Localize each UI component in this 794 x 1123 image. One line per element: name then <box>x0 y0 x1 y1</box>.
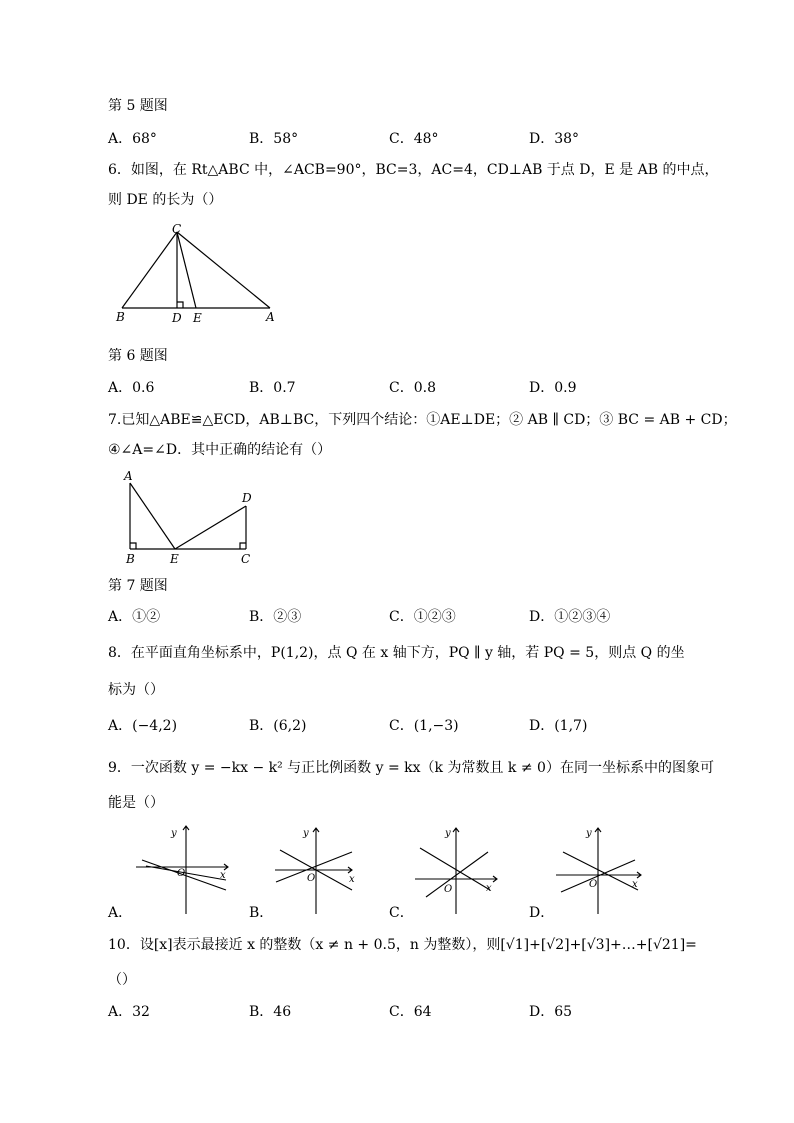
q5-option-c: C．48° <box>389 131 439 147</box>
q7-option-a: A．①② <box>108 609 161 625</box>
q6-label-e: E <box>193 311 202 325</box>
q9-stem-line2: 能是（） <box>108 795 164 811</box>
q9-option-c: C． <box>389 905 414 921</box>
q10-option-b: B．46 <box>249 1004 292 1020</box>
q7-label-b: B <box>126 552 135 566</box>
q6-option-c: C．0.8 <box>389 380 436 396</box>
q9-graph-c <box>412 822 512 914</box>
q9-b-origin-label: O <box>307 873 316 884</box>
q7-figure <box>115 466 265 568</box>
q6-label-d: D <box>172 311 182 325</box>
q7-stem-line1: 7.已知△ABE≌△ECD，AB⊥BC，下列四个结论：①AE⊥DE；② AB ∥ CD；③ BC = AB + CD； <box>108 412 737 428</box>
q6-triangle-figure <box>110 222 285 327</box>
q8-option-c: C．(1,−3) <box>389 718 459 734</box>
q9-option-a: A． <box>108 905 133 921</box>
q8-stem-line2: 标为（） <box>108 682 164 698</box>
q9-graph-d <box>553 822 653 914</box>
q9-b-x-label: x <box>349 874 355 885</box>
q9-b-y-label: y <box>303 828 309 839</box>
q9-d-x-label: x <box>632 879 638 890</box>
q8-option-d: D．(1,7) <box>529 718 588 734</box>
q7-option-b: B．②③ <box>249 609 302 625</box>
q7-option-c: C．①②③ <box>389 609 456 625</box>
q6-label-b: B <box>116 310 125 324</box>
q9-c-origin-label: O <box>444 884 453 895</box>
q9-c-y-label: y <box>445 828 451 839</box>
q8-option-a: A．(−4,2) <box>108 718 178 734</box>
q6-stem-line2: 则 DE 的长为（） <box>108 192 223 208</box>
q9-a-y-label: y <box>171 828 177 839</box>
q7-stem-line2: ④∠A=∠D．其中正确的结论有（） <box>108 442 332 458</box>
q5-option-a: A．68° <box>108 131 157 147</box>
q6-label-c: C <box>172 222 182 236</box>
q5-figure-caption: 第 5 题图 <box>108 98 168 114</box>
q6-option-b: B．0.7 <box>249 380 296 396</box>
q8-stem-line1: 8．在平面直角坐标系中，P(1,2)，点 Q 在 x 轴下方，PQ ∥ y 轴，若 PQ = 5，则点 Q 的坐 <box>108 645 685 661</box>
q10-option-a: A．32 <box>108 1004 150 1020</box>
q9-graph-a <box>136 822 236 914</box>
q10-stem-line2: （） <box>108 972 136 988</box>
q6-option-d: D．0.9 <box>529 380 577 396</box>
q7-figure-caption: 第 7 题图 <box>108 578 168 594</box>
q7-label-d: D <box>242 491 252 505</box>
q9-d-origin-label: O <box>589 879 598 890</box>
q7-label-c: C <box>241 552 251 566</box>
q9-a-x-label: x <box>220 870 226 881</box>
q6-label-a: A <box>266 310 275 324</box>
q5-option-d: D．38° <box>529 131 580 147</box>
q6-figure-caption: 第 6 题图 <box>108 348 168 364</box>
q9-stem-line1: 9．一次函数 y = −kx − k² 与正比例函数 y = kx（k 为常数且 k ≠ 0）在同一坐标系中的图象可 <box>108 760 714 776</box>
q10-option-d: D．65 <box>529 1004 573 1020</box>
q9-d-y-label: y <box>586 828 592 839</box>
q10-stem-line1: 10．设[x]表示最接近 x 的整数（x ≠ n + 0.5，n 为整数），则[√1]+[√2]+[√3]+…+[√21]= <box>108 937 697 953</box>
q9-a-origin-label: O <box>177 868 186 879</box>
q6-option-a: A．0.6 <box>108 380 155 396</box>
q9-option-d: D． <box>529 905 555 921</box>
q10-option-c: C．64 <box>389 1004 432 1020</box>
q9-graph-b <box>272 822 372 914</box>
q8-option-b: B．(6,2) <box>249 718 307 734</box>
q9-option-b: B． <box>249 905 274 921</box>
q7-label-a: A <box>124 469 133 483</box>
q7-option-d: D．①②③④ <box>529 609 611 625</box>
q9-c-x-label: x <box>486 883 492 894</box>
q6-stem-line1: 6．如图，在 Rt△ABC 中，∠ACB=90°，BC=3，AC=4，CD⊥AB 于点 D，E 是 AB 的中点， <box>108 162 719 178</box>
q5-option-b: B．58° <box>249 131 299 147</box>
q7-label-e: E <box>170 552 179 566</box>
